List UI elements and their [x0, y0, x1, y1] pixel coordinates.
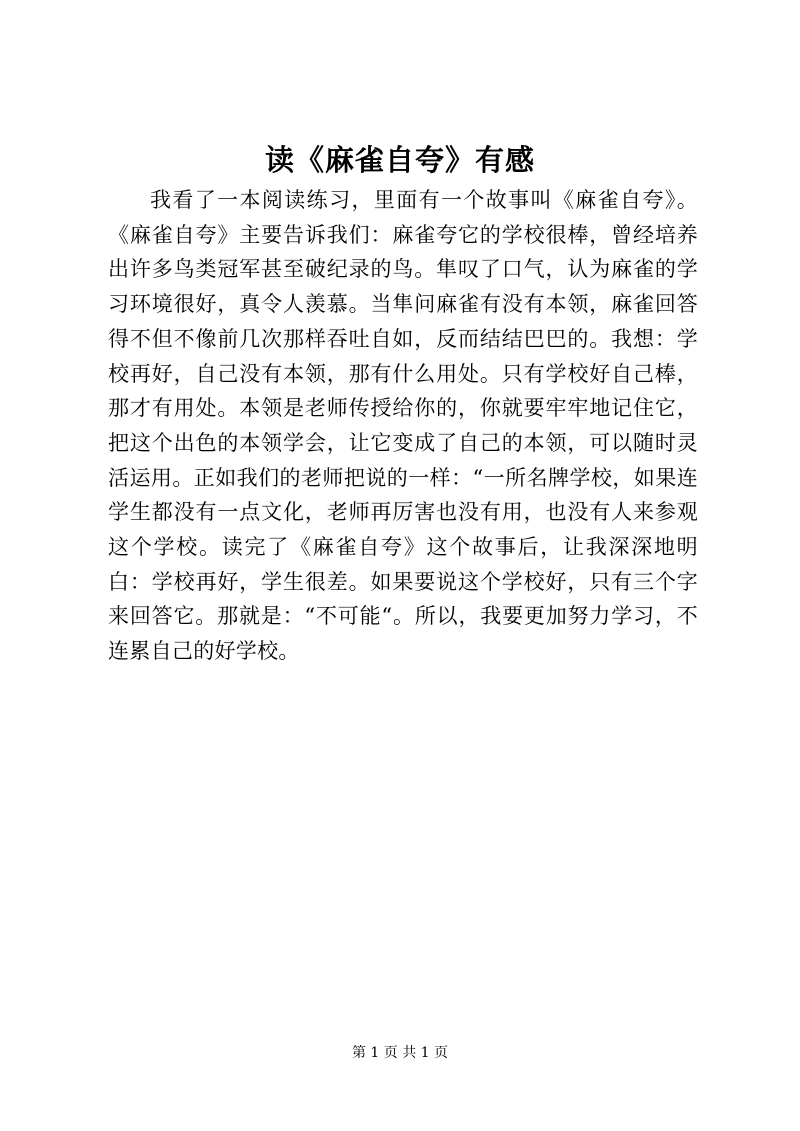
page-footer: 第 1 页 共 1 页 [351, 1045, 449, 1061]
page-title: 读《麻雀自夸》有感 [264, 143, 535, 177]
body-paragraph: 我看了一本阅读练习，里面有一个故事叫《麻雀自夸》。《麻雀自夸》主要告诉我们：麻雀夸它的学校很棒，曾经培养出许多鸟类冠军甚至破纪录的鸟。隼叹了口气，认为麻雀的学习环境很好，真令人羡慕。当隼问麻雀有没有本领，麻雀回答得不但不像前几次那样吞吐自如，反而结结巴巴的。我想：学校再好，自己没有本领，那有什么用处。只有学校好自己棒，那才有用处。本领是老师传授给你的，你就要牢牢地记住它，把这个出色的本领学会，让它变成了自己的本领，可以随时灵活运用。正如我们的老师把说的一样：“一所名牌学校，如果连学生都没有一点文化，老师再厉害也没有用，也没有人来参观这个学校。读完了《麻雀自夸》这个故事后，让我深深地明白：学校再好，学生很差。如果要说这个学校好，只有三个字来回答它。那就是：“不可能“。所以，我要更加努力学习，不连累自己的好学校。 [108, 188, 698, 664]
